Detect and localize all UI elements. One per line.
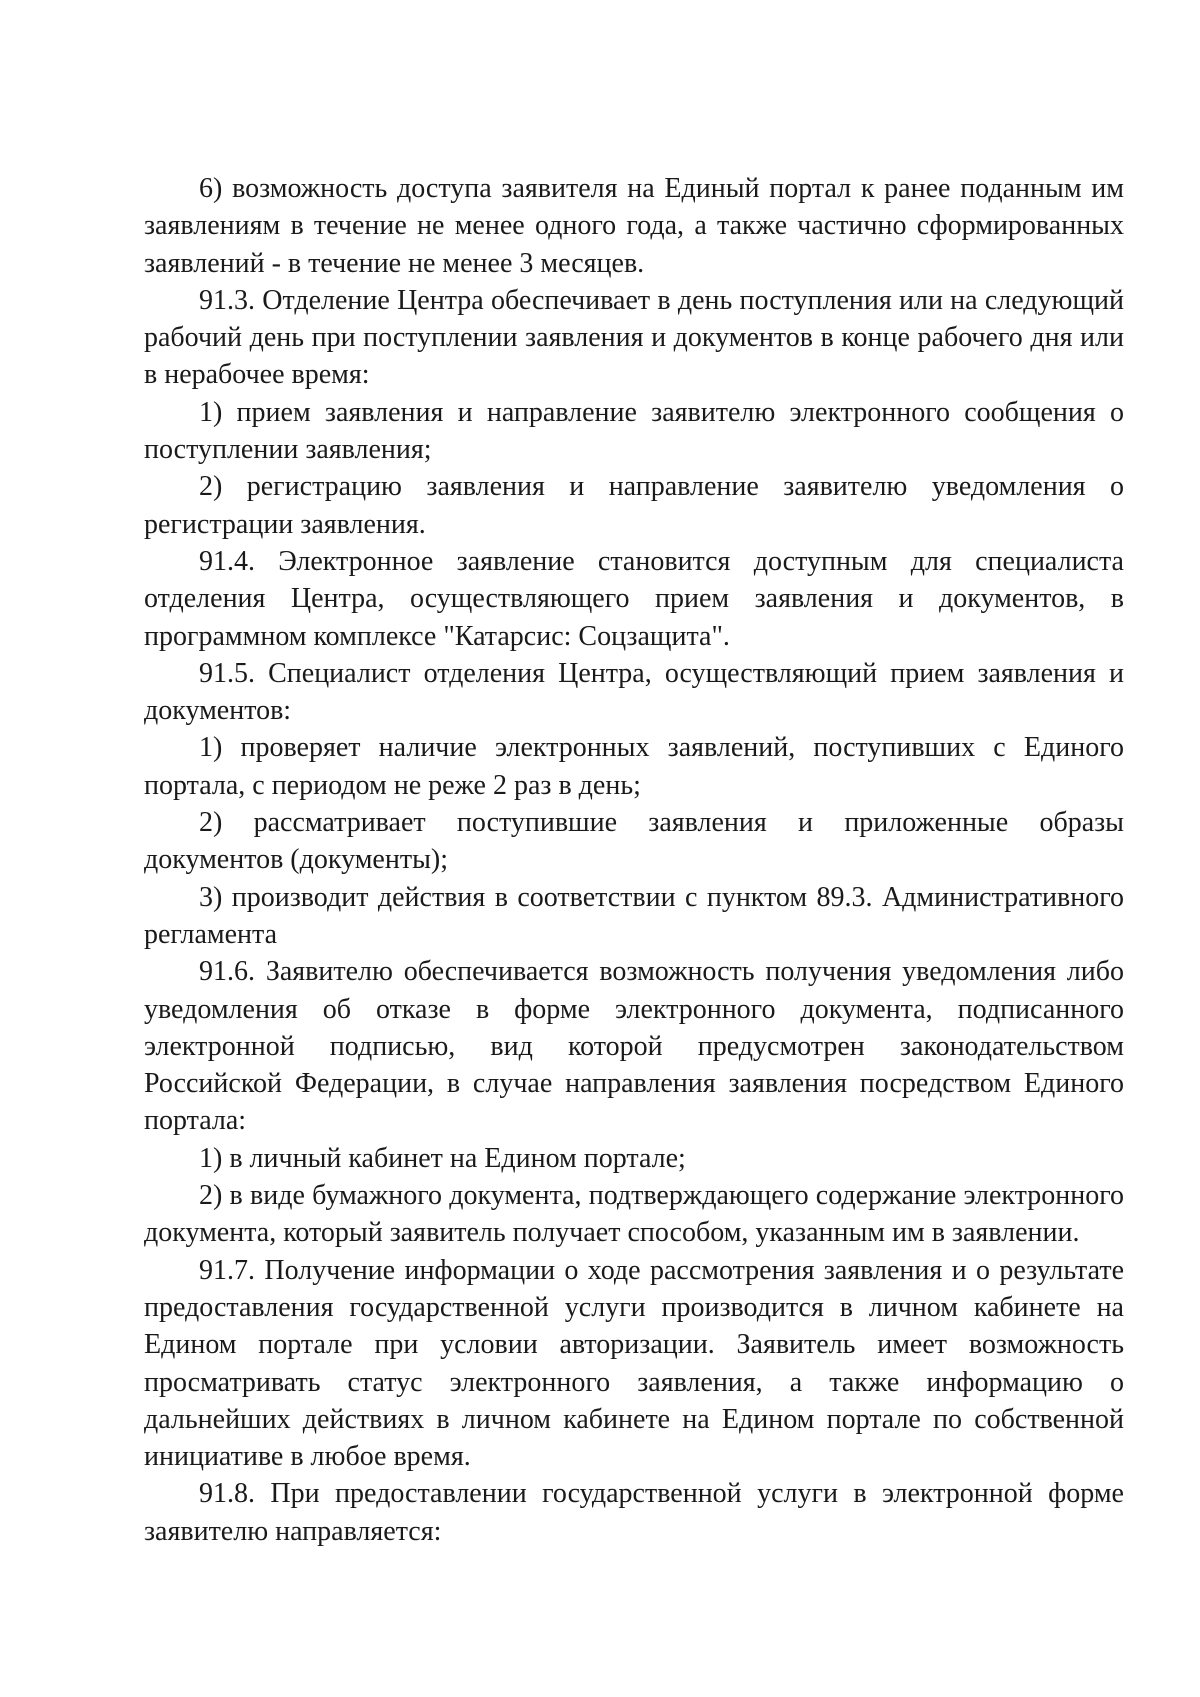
paragraph-91-3: 91.3. Отделение Центра обеспечивает в день поступления или на следующий рабочий день при поступлении заявления и документов в конце рабочего дня или в нерабочее время: xyxy=(144,284,1124,391)
paragraph-91-6-item-1: 1) в личный кабинет на Едином портале; xyxy=(199,1142,686,1174)
document-body xyxy=(144,170,1124,1550)
paragraph-91-5: 91.5. Специалист отделения Центра, осуществляющий прием заявления и документов: xyxy=(144,657,1124,727)
paragraph-91-6: 91.6. Заявителю обеспечивается возможность получения уведомления либо уведомления об отказе в форме электронного документа, подписанного электронной подписью, вид которой предусмотрен законодательством Российской Федерации, в случае направления заявления посредством Единого портала: xyxy=(144,956,1124,1137)
paragraph-91-4: 91.4. Электронное заявление становится доступным для специалиста отделения Центра, осуществляющего прием заявления и документов, в программном комплексе "Катарсис: Соцзащита". xyxy=(144,545,1124,652)
paragraph-91-8: 91.8. При предоставлении государственной услуги в электронной форме заявителю направляется: xyxy=(144,1478,1124,1547)
paragraph-item-6: 6) возможность доступа заявителя на Единый портал к ранее поданным им заявлениям в течение не менее одного года, а также частично сформированных заявлений - в течение не менее 3 месяцев. xyxy=(144,173,1124,279)
paragraph-91-6-item-2: 2) в виде бумажного документа, подтверждающего содержание электронного документа, который заявитель получает способом, указанным им в заявлении. xyxy=(144,1180,1124,1249)
paragraph-91-5-item-3: 3) производит действия в соответствии с пунктом 89.3. Административного регламента xyxy=(144,881,1124,950)
paragraph-91-3-item-2: 2) регистрацию заявления и направление заявителю уведомления о регистрации заявления. xyxy=(144,471,1124,540)
paragraph-91-5-item-1: 1) проверяет наличие электронных заявлений, поступивших с Единого портала, с периодом не реже 2 раз в день; xyxy=(144,732,1124,801)
paragraph-91-5-item-2: 2) рассматривает поступившие заявления и приложенные образы документов (документы); xyxy=(144,807,1124,876)
paragraph-91-3-item-1: 1) прием заявления и направление заявителю электронного сообщения о поступлении заявления; xyxy=(144,396,1124,466)
paragraph-91-7: 91.7. Получение информации о ходе рассмотрения заявления и о результате предоставления государственной услуги производится в личном кабинете на Едином портале при условии авторизации. Заявитель имеет возможность просматривать статус электронного заявления, а также информацию о дальнейших действиях в личном кабинете на Едином портале по собственной инициативе в любое время. xyxy=(144,1254,1124,1473)
